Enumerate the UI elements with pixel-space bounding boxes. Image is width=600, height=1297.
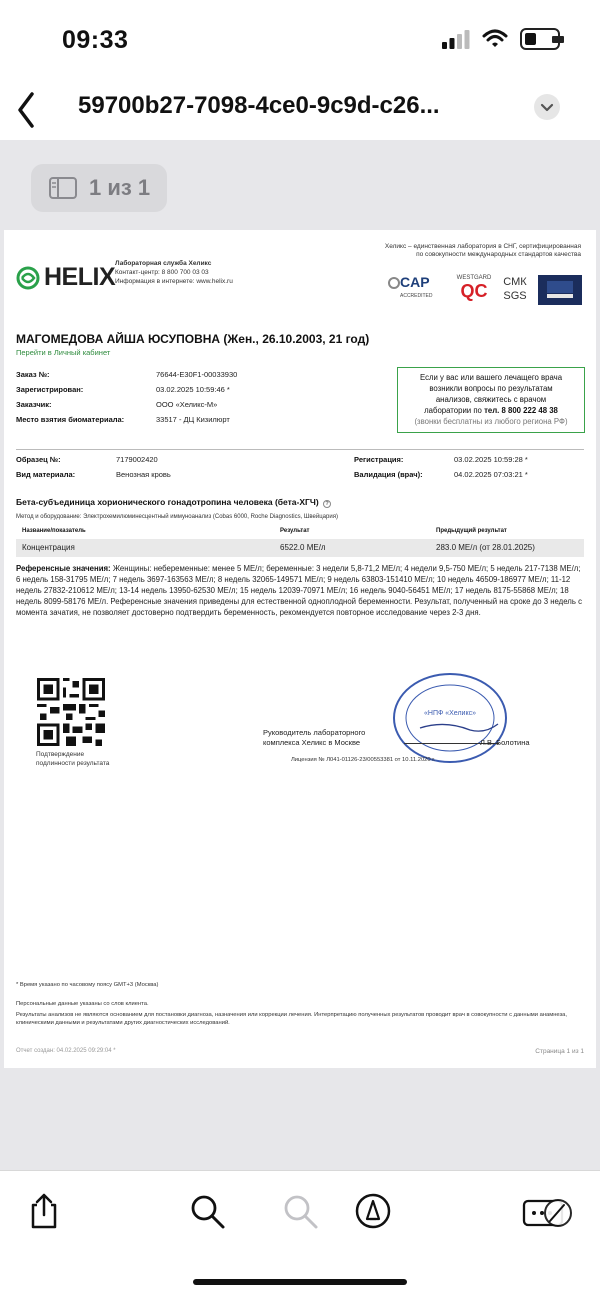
disclaimer-note: Результаты анализов не являются основанием для постановки диагноза, назначения или коррекции лечения. Интерпретацию полученных результатов проводит врач в совокупности с данными анамнеза, клиническими данными и результатами других диагностических исследований. bbox=[16, 1012, 568, 1026]
lab-name: Лабораторная служба Хеликс bbox=[115, 260, 212, 267]
personal-data-note: Персональные данные указаны со слов клиента. bbox=[16, 1001, 149, 1007]
qr-caption-line-2: подлинности результата bbox=[36, 760, 110, 767]
contact-line-3: анализов, свяжитесь с врачом bbox=[435, 395, 547, 404]
stamp-text: «НПФ «Хеликс» bbox=[424, 710, 476, 717]
certification-text: Хеликс – единственная лаборатория в СНГ, сертифицированная по совокупности международных стандартов качества bbox=[384, 243, 581, 258]
order-number-value: 76644-E30F1-00033930 bbox=[156, 370, 238, 379]
col-previous-header: Предыдущий результат bbox=[436, 528, 507, 534]
qr-caption bbox=[36, 750, 109, 768]
contact-phone: тел. 8 800 222 48 38 bbox=[484, 406, 558, 415]
test-method: Метод и оборудование: Электрохемилюминесцентный иммуноанализ (Cobas 6000, Roche Diagnostics, Швейцария) bbox=[16, 514, 338, 520]
cellular-signal-icon bbox=[442, 29, 470, 49]
row-result: 6522.0 МЕ/л bbox=[280, 543, 326, 552]
document-viewer[interactable] bbox=[0, 140, 600, 1170]
standard-badge-icon bbox=[545, 279, 575, 299]
lab-info bbox=[115, 259, 233, 286]
sgs-logo bbox=[498, 275, 532, 305]
search-icon[interactable] bbox=[187, 1191, 227, 1231]
registration-label: Регистрация: bbox=[354, 455, 404, 464]
bottom-toolbar bbox=[0, 1170, 600, 1297]
stamp-icon bbox=[390, 670, 510, 768]
dates-values bbox=[454, 452, 528, 482]
document-page bbox=[4, 230, 596, 1068]
signer-name: Л.В. Болотина bbox=[480, 738, 530, 747]
sample-values bbox=[116, 452, 171, 482]
helix-logo bbox=[16, 263, 115, 292]
order-number-label: Заказ №: bbox=[16, 370, 50, 379]
document-title[interactable]: 59700b27-7098-4ce0-9c9d-c26... bbox=[78, 92, 440, 119]
lab-contact: Контакт-центр: 8 800 700 03 03 bbox=[115, 269, 209, 276]
cmk-text: СМК bbox=[503, 276, 527, 288]
cap-logo-text: CAP bbox=[400, 274, 430, 290]
order-labels bbox=[16, 367, 124, 427]
status-time: 09:33 bbox=[62, 26, 129, 54]
reference-text: Женщины: небеременные: менее 5 МЕ/л; беременные: 3 недели 5,8-71,2 МЕ/л; 4 недели 9,5-750 МЕ/л; 5 недель 217-7138 МЕ/л; 6 недель 158-31795 МЕ/л; 7 недель 3697-163563 МЕ/л; 8 недель 32065-149571 МЕ/л; 9 недель 63803-151410 МЕ/л; 10 недель 46509-186977 МЕ/л; 11-12 недель 27832-210612 МЕ/л; 13-14 недель 13950-62530 МЕ/л; 15 недель 12039-70971 МЕ/л; 16 недель 9040-56451 МЕ/л; 17 недель 8175-55868 МЕ/л; 18 недель 8099-58176 МЕ/л. Референсные значения приведены для естественной одноплодной беременности. Результат, полученный на сроке до 3 недель с момента зачатия, не позволяет достоверно подтвердить беременность, рекомендуется повторное исследование через 2-3 дня. bbox=[16, 564, 582, 617]
row-previous: 283.0 МЕ/л (от 28.01.2025) bbox=[436, 543, 535, 552]
cap-logo-sub: ACCREDITED bbox=[400, 293, 433, 299]
material-label: Вид материала: bbox=[16, 470, 76, 479]
signature-icon[interactable] bbox=[522, 1191, 574, 1231]
battery-icon bbox=[520, 28, 560, 50]
sgs-text: SGS bbox=[503, 290, 527, 302]
qr-caption-line-1: Подтверждение bbox=[36, 751, 85, 758]
lab-web: Информация в интернете: www.helix.ru bbox=[115, 278, 233, 285]
reference-values bbox=[16, 563, 584, 618]
home-indicator[interactable] bbox=[193, 1279, 407, 1285]
dates-labels bbox=[354, 452, 423, 482]
col-result-header: Результат bbox=[280, 528, 310, 534]
patient-name: МАГОМЕДОВА АЙША ЮСУПОВНА (Жен., 26.10.2003, 21 год) bbox=[16, 332, 370, 346]
lab-head-line-2: комплекса Хеликс в Москве bbox=[263, 738, 361, 747]
validation-label: Валидация (врач): bbox=[354, 470, 423, 479]
cert-logos bbox=[388, 275, 582, 305]
share-icon[interactable] bbox=[24, 1191, 64, 1231]
sampling-place-value: 33517 - ДЦ Кизилюрт bbox=[156, 415, 230, 424]
table-row bbox=[16, 539, 584, 557]
license-text: Лицензия № Л041-01126-23/00553381 от 10.11.2020 г. bbox=[291, 757, 436, 763]
personal-cabinet-link[interactable]: Перейти в Личный кабинет bbox=[16, 348, 111, 357]
markup-icon[interactable] bbox=[353, 1191, 393, 1231]
contact-line-1: Если у вас или вашего лечащего врача bbox=[419, 373, 563, 382]
report-created: Отчет создан: 04.02.2025 09:29:04 * bbox=[16, 1048, 116, 1054]
lab-head-line-1: Руководитель лабораторного bbox=[263, 728, 366, 737]
help-icon[interactable]: ? bbox=[323, 500, 331, 508]
registered-value: 03.02.2025 10:59:46 * bbox=[156, 385, 230, 394]
page-indicator-label: 1 из 1 bbox=[89, 175, 151, 200]
material-value: Венозная кровь bbox=[116, 470, 171, 479]
col-name-header: Название/показатель bbox=[22, 528, 86, 534]
registration-value: 03.02.2025 10:59:28 * bbox=[454, 455, 528, 464]
global-standard-logo bbox=[538, 275, 582, 305]
sidebar-icon bbox=[49, 177, 77, 199]
title-menu-button[interactable] bbox=[534, 94, 560, 120]
westgard-qc-logo bbox=[456, 275, 492, 305]
status-bar bbox=[0, 0, 600, 80]
contact-box bbox=[397, 367, 585, 433]
validation-value: 04.02.2025 07:03:21 * bbox=[454, 470, 528, 479]
helix-logo-icon bbox=[16, 266, 40, 290]
back-chevron-icon[interactable] bbox=[10, 86, 50, 130]
registered-label: Зарегистрирован: bbox=[16, 385, 84, 394]
test-title bbox=[16, 497, 331, 508]
section-divider bbox=[16, 449, 584, 450]
westgard-text: WESTGARD bbox=[456, 275, 492, 281]
test-title-text: Бета-субъединица хорионического гонадотропина человека (бета-ХГЧ) bbox=[16, 497, 319, 507]
client-value: ООО «Хеликс-М» bbox=[156, 400, 218, 409]
reference-label: Референсные значения: bbox=[16, 564, 111, 573]
page-number: Страница 1 из 1 bbox=[535, 1048, 584, 1055]
sampling-place-label: Место взятия биоматериала: bbox=[16, 415, 125, 424]
sample-number-value: 7179002420 bbox=[116, 455, 158, 464]
time-note: * Время указано по часовому поясу GMT+3 (Москва) bbox=[16, 982, 159, 988]
lab-head bbox=[263, 728, 365, 748]
wifi-icon bbox=[482, 29, 508, 49]
qc-text: QC bbox=[456, 282, 492, 300]
qr-code-icon[interactable] bbox=[35, 678, 107, 746]
row-name: Концентрация bbox=[22, 543, 75, 552]
search-secondary-icon[interactable] bbox=[280, 1191, 320, 1231]
contact-line-5: (звонки бесплатны из любого региона РФ) bbox=[414, 417, 568, 426]
contact-line-2: возникли вопросы по результатам bbox=[429, 384, 553, 393]
order-values bbox=[156, 367, 237, 427]
chevron-down-icon bbox=[534, 94, 560, 120]
client-label: Заказчик: bbox=[16, 400, 52, 409]
cap-logo bbox=[388, 275, 450, 305]
results-table-header bbox=[16, 528, 584, 538]
navigation-bar bbox=[0, 80, 600, 140]
page-indicator[interactable] bbox=[31, 164, 167, 212]
logo-text: HELIX bbox=[44, 263, 116, 291]
contact-line-4: лаборатории по bbox=[424, 406, 485, 415]
sample-labels bbox=[16, 452, 75, 482]
sample-number-label: Образец №: bbox=[16, 455, 61, 464]
